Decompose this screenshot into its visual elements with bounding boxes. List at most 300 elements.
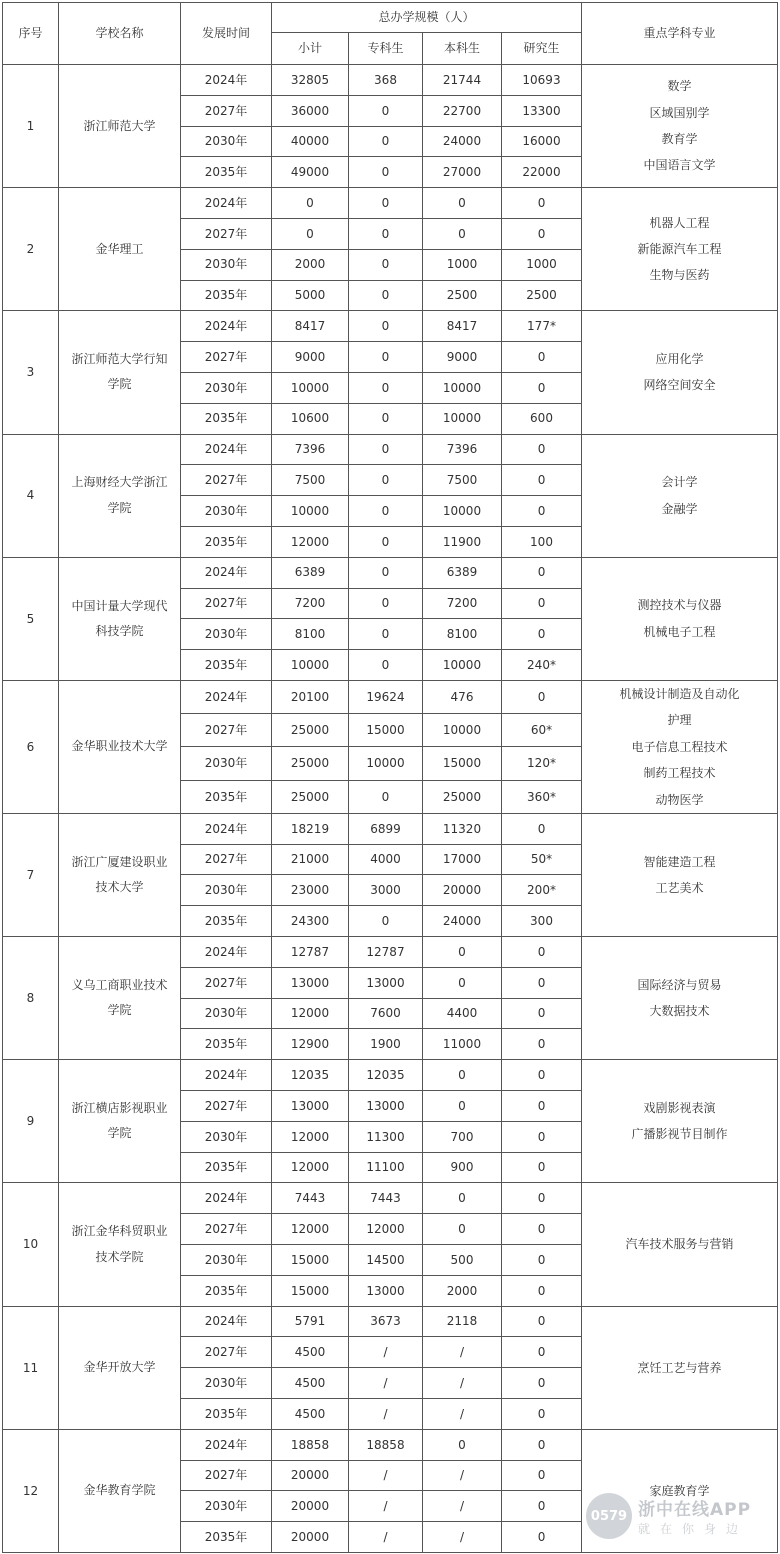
period-cell: 2030年 — [181, 1491, 272, 1522]
total-cell: 10000 — [272, 372, 349, 403]
period-cell: 2030年 — [181, 1368, 272, 1399]
majors-cell — [582, 311, 778, 434]
undergrad-cell: 10000 — [423, 496, 502, 527]
watermark-title: 浙中在线APP — [638, 1500, 752, 1520]
total-cell: 36000 — [272, 95, 349, 126]
period-cell: 2030年 — [181, 126, 272, 157]
grad-cell: 10693 — [502, 65, 582, 96]
major-item: 智能建造工程 — [643, 854, 716, 869]
school-index: 6 — [3, 680, 59, 813]
undergrad-cell: 1000 — [423, 249, 502, 280]
total-cell: 25000 — [272, 714, 349, 747]
period-cell: 2030年 — [181, 619, 272, 650]
period-cell: 2024年 — [181, 1183, 272, 1214]
total-cell: 0 — [272, 218, 349, 249]
period-cell: 2027年 — [181, 218, 272, 249]
major-item: 制药工程技术 — [643, 766, 716, 781]
total-cell: 49000 — [272, 157, 349, 188]
major-item: 机械设计制造及自动化 — [619, 686, 740, 701]
total-cell: 40000 — [272, 126, 349, 157]
period-cell: 2030年 — [181, 372, 272, 403]
period-cell: 2027年 — [181, 1214, 272, 1245]
undergrad-cell: 15000 — [423, 747, 502, 780]
grad-cell: 0 — [502, 342, 582, 373]
junior-cell: 10000 — [349, 747, 423, 780]
grad-cell: 0 — [502, 1121, 582, 1152]
total-cell: 12000 — [272, 1214, 349, 1245]
junior-cell: 0 — [349, 557, 423, 588]
junior-cell: 7600 — [349, 998, 423, 1029]
period-cell: 2027年 — [181, 1091, 272, 1122]
grad-cell: 0 — [502, 1275, 582, 1306]
school-index: 11 — [3, 1306, 59, 1429]
junior-cell: 0 — [349, 126, 423, 157]
junior-cell: 0 — [349, 157, 423, 188]
majors-cell — [582, 1306, 778, 1429]
major-item: 护理 — [667, 713, 692, 728]
total-cell: 0 — [272, 188, 349, 219]
total-cell: 20000 — [272, 1460, 349, 1491]
undergrad-cell: 17000 — [423, 844, 502, 875]
period-cell: 2035年 — [181, 403, 272, 434]
major-item: 教育学 — [661, 132, 698, 147]
total-cell: 32805 — [272, 65, 349, 96]
total-cell: 20000 — [272, 1491, 349, 1522]
school-name: 金华开放大学 — [59, 1306, 181, 1429]
total-cell: 12000 — [272, 1152, 349, 1183]
junior-cell: 0 — [349, 342, 423, 373]
majors-cell — [582, 1183, 778, 1306]
major-item: 应用化学 — [655, 352, 704, 367]
period-cell: 2024年 — [181, 1306, 272, 1337]
major-item: 国际经济与贸易 — [637, 977, 722, 992]
major-item: 大数据技术 — [649, 1004, 710, 1019]
table-row — [3, 937, 778, 968]
junior-cell: 12787 — [349, 937, 423, 968]
period-cell: 2024年 — [181, 434, 272, 465]
grad-cell: 0 — [502, 680, 582, 713]
majors-cell — [582, 557, 778, 680]
table-header — [3, 3, 778, 65]
total-cell: 23000 — [272, 875, 349, 906]
grad-cell: 0 — [502, 1337, 582, 1368]
major-item: 机器人工程 — [649, 215, 710, 230]
school-name: 浙江师范大学 — [59, 65, 181, 188]
undergrad-cell: 0 — [423, 1060, 502, 1091]
period-cell: 2035年 — [181, 1522, 272, 1553]
header-school: 学校名称 — [59, 3, 181, 65]
total-cell: 7200 — [272, 588, 349, 619]
undergrad-cell: 10000 — [423, 372, 502, 403]
majors-cell — [582, 188, 778, 311]
table-body — [3, 65, 778, 1553]
undergrad-cell: 0 — [423, 937, 502, 968]
junior-cell: / — [349, 1491, 423, 1522]
table-row — [3, 1306, 778, 1337]
junior-cell: / — [349, 1337, 423, 1368]
grad-cell: 120* — [502, 747, 582, 780]
total-cell: 13000 — [272, 967, 349, 998]
major-item: 烹饪工艺与营养 — [637, 1360, 722, 1375]
table-row — [3, 1060, 778, 1091]
total-cell: 15000 — [272, 1275, 349, 1306]
period-cell: 2035年 — [181, 280, 272, 311]
junior-cell: / — [349, 1460, 423, 1491]
school-index: 10 — [3, 1183, 59, 1306]
total-cell: 12000 — [272, 998, 349, 1029]
grad-cell: 0 — [502, 1029, 582, 1060]
grad-cell: 0 — [502, 1245, 582, 1276]
header-majors: 重点学科专业 — [582, 3, 778, 65]
header-undergrad: 本科生 — [423, 33, 502, 65]
school-index: 2 — [3, 188, 59, 311]
junior-cell: / — [349, 1368, 423, 1399]
junior-cell: 0 — [349, 188, 423, 219]
junior-cell: 0 — [349, 218, 423, 249]
header-scale-group: 总办学规模（人） — [272, 3, 582, 33]
junior-cell: 3673 — [349, 1306, 423, 1337]
grad-cell: 0 — [502, 465, 582, 496]
junior-cell: 13000 — [349, 1091, 423, 1122]
table-row — [3, 65, 778, 96]
total-cell: 18219 — [272, 813, 349, 844]
header-total: 小计 — [272, 33, 349, 65]
junior-cell: 0 — [349, 588, 423, 619]
school-name: 金华职业技术大学 — [59, 680, 181, 813]
undergrad-cell: 21744 — [423, 65, 502, 96]
period-cell: 2030年 — [181, 998, 272, 1029]
total-cell: 21000 — [272, 844, 349, 875]
grad-cell: 2500 — [502, 280, 582, 311]
undergrad-cell: 0 — [423, 967, 502, 998]
major-item: 会计学 — [661, 475, 698, 490]
total-cell: 7500 — [272, 465, 349, 496]
grad-cell: 0 — [502, 588, 582, 619]
grad-cell: 13300 — [502, 95, 582, 126]
total-cell: 9000 — [272, 342, 349, 373]
total-cell: 13000 — [272, 1091, 349, 1122]
grad-cell: 0 — [502, 937, 582, 968]
watermark-slogan: 就在你身边 — [638, 1522, 749, 1536]
grad-cell: 0 — [502, 1368, 582, 1399]
grad-cell: 360* — [502, 780, 582, 813]
total-cell: 8100 — [272, 619, 349, 650]
undergrad-cell: 27000 — [423, 157, 502, 188]
table-row — [3, 680, 778, 713]
majors-cell — [582, 680, 778, 813]
grad-cell: 16000 — [502, 126, 582, 157]
period-cell: 2030年 — [181, 875, 272, 906]
undergrad-cell: 0 — [423, 1183, 502, 1214]
total-cell: 4500 — [272, 1368, 349, 1399]
period-cell: 2024年 — [181, 1060, 272, 1091]
junior-cell: 0 — [349, 465, 423, 496]
school-index: 7 — [3, 813, 59, 936]
school-name: 金华教育学院 — [59, 1429, 181, 1552]
junior-cell: 18858 — [349, 1429, 423, 1460]
grad-cell: 0 — [502, 1214, 582, 1245]
total-cell: 12900 — [272, 1029, 349, 1060]
junior-cell: 4000 — [349, 844, 423, 875]
grad-cell: 0 — [502, 496, 582, 527]
majors-cell — [582, 434, 778, 557]
undergrad-cell: 10000 — [423, 714, 502, 747]
major-item: 电子信息工程技术 — [631, 739, 728, 754]
major-item: 汽车技术服务与营销 — [625, 1237, 734, 1252]
undergrad-cell: 2000 — [423, 1275, 502, 1306]
grad-cell: 0 — [502, 1060, 582, 1091]
period-cell: 2027年 — [181, 844, 272, 875]
period-cell: 2035年 — [181, 1275, 272, 1306]
major-item: 测控技术与仪器 — [637, 598, 722, 613]
majors-cell — [582, 65, 778, 188]
undergrad-cell: / — [423, 1522, 502, 1553]
grad-cell: 0 — [502, 813, 582, 844]
grad-cell: 0 — [502, 1399, 582, 1430]
undergrad-cell: / — [423, 1337, 502, 1368]
majors-cell — [582, 1060, 778, 1183]
period-cell: 2035年 — [181, 526, 272, 557]
table-row — [3, 813, 778, 844]
undergrad-cell: 8417 — [423, 311, 502, 342]
junior-cell: 0 — [349, 906, 423, 937]
junior-cell: 12000 — [349, 1214, 423, 1245]
period-cell: 2024年 — [181, 557, 272, 588]
junior-cell: 368 — [349, 65, 423, 96]
undergrad-cell: / — [423, 1399, 502, 1430]
total-cell: 7396 — [272, 434, 349, 465]
majors-cell — [582, 1429, 778, 1552]
school-scale-table — [2, 2, 778, 1553]
period-cell: 2024年 — [181, 813, 272, 844]
table-row — [3, 311, 778, 342]
period-cell: 2027年 — [181, 1460, 272, 1491]
school-name: 浙江广厦建设职业技术大学 — [59, 813, 181, 936]
grad-cell: 50* — [502, 844, 582, 875]
junior-cell: 11300 — [349, 1121, 423, 1152]
total-cell: 15000 — [272, 1245, 349, 1276]
undergrad-cell: 9000 — [423, 342, 502, 373]
header-grad: 研究生 — [502, 33, 582, 65]
total-cell: 4500 — [272, 1337, 349, 1368]
total-cell: 2000 — [272, 249, 349, 280]
junior-cell: 6899 — [349, 813, 423, 844]
grad-cell: 100 — [502, 526, 582, 557]
table-row — [3, 434, 778, 465]
major-item: 金融学 — [661, 501, 698, 516]
school-index: 8 — [3, 937, 59, 1060]
grad-cell: 0 — [502, 1183, 582, 1214]
grad-cell: 0 — [502, 998, 582, 1029]
junior-cell: 0 — [349, 249, 423, 280]
junior-cell: 0 — [349, 403, 423, 434]
undergrad-cell: 476 — [423, 680, 502, 713]
school-name: 上海财经大学浙江学院 — [59, 434, 181, 557]
total-cell: 10000 — [272, 496, 349, 527]
undergrad-cell: 2500 — [423, 280, 502, 311]
school-name: 义乌工商职业技术学院 — [59, 937, 181, 1060]
undergrad-cell: 24000 — [423, 126, 502, 157]
total-cell: 5791 — [272, 1306, 349, 1337]
grad-cell: 0 — [502, 967, 582, 998]
school-name: 浙江金华科贸职业技术学院 — [59, 1183, 181, 1306]
total-cell: 10600 — [272, 403, 349, 434]
period-cell: 2035年 — [181, 780, 272, 813]
undergrad-cell: 0 — [423, 188, 502, 219]
undergrad-cell: 11320 — [423, 813, 502, 844]
undergrad-cell: 20000 — [423, 875, 502, 906]
grad-cell: 1000 — [502, 249, 582, 280]
major-item: 中国语言文学 — [643, 158, 716, 173]
period-cell: 2030年 — [181, 249, 272, 280]
total-cell: 18858 — [272, 1429, 349, 1460]
period-cell: 2027年 — [181, 714, 272, 747]
junior-cell: 15000 — [349, 714, 423, 747]
school-index: 5 — [3, 557, 59, 680]
junior-cell: 13000 — [349, 1275, 423, 1306]
period-cell: 2027年 — [181, 342, 272, 373]
junior-cell: / — [349, 1522, 423, 1553]
junior-cell: 0 — [349, 780, 423, 813]
junior-cell: 0 — [349, 496, 423, 527]
undergrad-cell: 7500 — [423, 465, 502, 496]
total-cell: 12035 — [272, 1060, 349, 1091]
total-cell: 24300 — [272, 906, 349, 937]
school-name: 浙江师范大学行知学院 — [59, 311, 181, 434]
undergrad-cell: 10000 — [423, 650, 502, 681]
header-junior: 专科生 — [349, 33, 423, 65]
undergrad-cell: 0 — [423, 1091, 502, 1122]
grad-cell: 0 — [502, 434, 582, 465]
school-index: 3 — [3, 311, 59, 434]
total-cell: 8417 — [272, 311, 349, 342]
grad-cell: 177* — [502, 311, 582, 342]
grad-cell: 0 — [502, 1306, 582, 1337]
period-cell: 2035年 — [181, 1399, 272, 1430]
period-cell: 2027年 — [181, 967, 272, 998]
major-item: 戏剧影视表演 — [643, 1100, 716, 1115]
grad-cell: 60* — [502, 714, 582, 747]
grad-cell: 22000 — [502, 157, 582, 188]
undergrad-cell: / — [423, 1491, 502, 1522]
school-name: 中国计量大学现代科技学院 — [59, 557, 181, 680]
grad-cell: 0 — [502, 619, 582, 650]
period-cell: 2027年 — [181, 588, 272, 619]
period-cell: 2024年 — [181, 65, 272, 96]
grad-cell: 0 — [502, 218, 582, 249]
period-cell: 2035年 — [181, 157, 272, 188]
school-index: 1 — [3, 65, 59, 188]
watermark-logo-icon: 0579 — [586, 1493, 632, 1539]
junior-cell: 1900 — [349, 1029, 423, 1060]
grad-cell: 300 — [502, 906, 582, 937]
period-cell: 2030年 — [181, 747, 272, 780]
school-name: 金华理工 — [59, 188, 181, 311]
undergrad-cell: 8100 — [423, 619, 502, 650]
grad-cell: 0 — [502, 557, 582, 588]
header-index: 序号 — [3, 3, 59, 65]
grad-cell: 0 — [502, 188, 582, 219]
major-item: 新能源汽车工程 — [637, 242, 722, 257]
undergrad-cell: 900 — [423, 1152, 502, 1183]
junior-cell: 0 — [349, 619, 423, 650]
period-cell: 2030年 — [181, 1245, 272, 1276]
period-cell: 2024年 — [181, 937, 272, 968]
undergrad-cell: 11900 — [423, 526, 502, 557]
total-cell: 12000 — [272, 1121, 349, 1152]
period-cell: 2024年 — [181, 1429, 272, 1460]
junior-cell: / — [349, 1399, 423, 1430]
table-row — [3, 557, 778, 588]
header-period: 发展时间 — [181, 3, 272, 65]
undergrad-cell: 700 — [423, 1121, 502, 1152]
junior-cell: 0 — [349, 95, 423, 126]
total-cell: 10000 — [272, 650, 349, 681]
undergrad-cell: 6389 — [423, 557, 502, 588]
undergrad-cell: 22700 — [423, 95, 502, 126]
table-row — [3, 188, 778, 219]
total-cell: 20000 — [272, 1522, 349, 1553]
undergrad-cell: / — [423, 1368, 502, 1399]
major-item: 数学 — [667, 79, 692, 94]
majors-cell — [582, 813, 778, 936]
period-cell: 2027年 — [181, 465, 272, 496]
junior-cell: 13000 — [349, 967, 423, 998]
majors-cell — [582, 937, 778, 1060]
period-cell: 2024年 — [181, 680, 272, 713]
undergrad-cell: 0 — [423, 1429, 502, 1460]
junior-cell: 0 — [349, 280, 423, 311]
total-cell: 25000 — [272, 780, 349, 813]
total-cell: 20100 — [272, 680, 349, 713]
period-cell: 2035年 — [181, 1029, 272, 1060]
undergrad-cell: 25000 — [423, 780, 502, 813]
junior-cell: 7443 — [349, 1183, 423, 1214]
total-cell: 4500 — [272, 1399, 349, 1430]
table-row — [3, 1429, 778, 1460]
period-cell: 2030年 — [181, 1121, 272, 1152]
major-item: 家庭教育学 — [649, 1483, 710, 1498]
major-item: 网络空间安全 — [643, 378, 716, 393]
junior-cell: 11100 — [349, 1152, 423, 1183]
junior-cell: 0 — [349, 434, 423, 465]
junior-cell: 0 — [349, 650, 423, 681]
grad-cell: 0 — [502, 1152, 582, 1183]
undergrad-cell: 500 — [423, 1245, 502, 1276]
table-row — [3, 1183, 778, 1214]
period-cell: 2024年 — [181, 188, 272, 219]
grad-cell: 0 — [502, 1491, 582, 1522]
grad-cell: 200* — [502, 875, 582, 906]
total-cell: 6389 — [272, 557, 349, 588]
grad-cell: 240* — [502, 650, 582, 681]
total-cell: 7443 — [272, 1183, 349, 1214]
school-index: 4 — [3, 434, 59, 557]
period-cell: 2027年 — [181, 95, 272, 126]
undergrad-cell: 0 — [423, 218, 502, 249]
undergrad-cell: 11000 — [423, 1029, 502, 1060]
school-index: 9 — [3, 1060, 59, 1183]
junior-cell: 0 — [349, 526, 423, 557]
undergrad-cell: 7396 — [423, 434, 502, 465]
undergrad-cell: 2118 — [423, 1306, 502, 1337]
grad-cell: 0 — [502, 1429, 582, 1460]
total-cell: 5000 — [272, 280, 349, 311]
junior-cell: 0 — [349, 372, 423, 403]
major-item: 工艺美术 — [655, 880, 704, 895]
major-item: 区域国别学 — [649, 105, 710, 120]
major-item: 广播影视节目制作 — [631, 1127, 728, 1142]
